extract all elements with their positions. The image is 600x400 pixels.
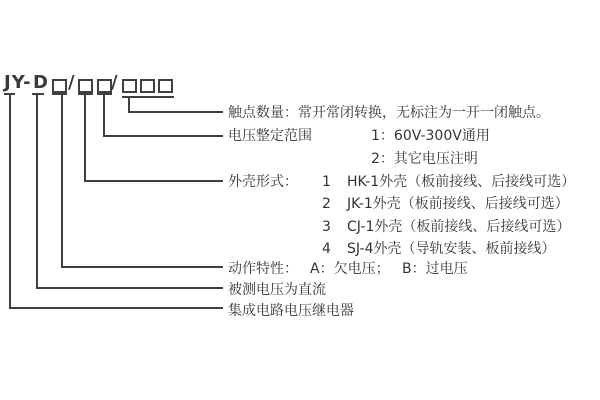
voltage-option-1: 1：60V-300V通用 [371,128,490,144]
case-option-3-num: 3 [322,219,331,235]
label-measured-voltage: 被测电压为直流 [228,282,326,298]
label-action-characteristic: 动作特性： [228,261,298,277]
case-option-2-num: 2 [322,196,331,212]
voltage-option-2: 2：其它电压注明 [371,151,478,167]
label-case-type: 外壳形式： [228,174,298,190]
slash-separator: / [68,72,76,93]
code-box-action [52,79,67,93]
connector-hline-product [9,307,223,309]
case-option-1-text: HK-1外壳（板前接线、后接线可选） [347,174,576,190]
case-option-2-text: JK-1外壳（板前接线、后接线可选） [347,196,569,212]
case-option-1-num: 1 [322,174,331,190]
label-contact-quantity: 触点数量：常开常闭转换，无标注为一开一闭触点。 [228,105,550,121]
action-option-a: A：欠电压； [310,261,390,277]
connector-vline-product [9,95,11,309]
connector-vline-voltage [103,95,105,137]
connector-tick-dc [32,93,44,95]
code-box-contact-1 [122,79,137,93]
connector-hline-measured [36,287,223,289]
code-box-case [78,79,93,93]
model-dc-letter: D [33,72,49,93]
action-option-b: B：过电压 [402,261,468,277]
code-box-contact-3 [158,79,173,93]
connector-hline-voltage [103,135,223,137]
connector-tick-action [52,93,67,95]
code-box-contact-2 [140,79,155,93]
connector-vline-action [61,95,63,268]
connector-hline-contacts [128,111,223,113]
slash-separator: / [111,72,119,93]
connector-vline-case [84,95,86,182]
connector-vline-measured [36,95,38,289]
case-option-4-text: SJ-4外壳（导轨安装、板前接线） [347,241,556,257]
case-option-4-num: 4 [322,241,331,257]
connector-hline-action [61,266,223,268]
label-product-name: 集成电路电压继电器 [228,303,354,319]
connector-hline-case [84,180,223,182]
model-prefix: JY- [4,72,32,93]
code-box-voltage [97,79,112,93]
label-voltage-range: 电压整定范围 [228,128,312,144]
case-option-3-text: CJ-1外壳（板前接线、后接线可选） [347,219,571,235]
